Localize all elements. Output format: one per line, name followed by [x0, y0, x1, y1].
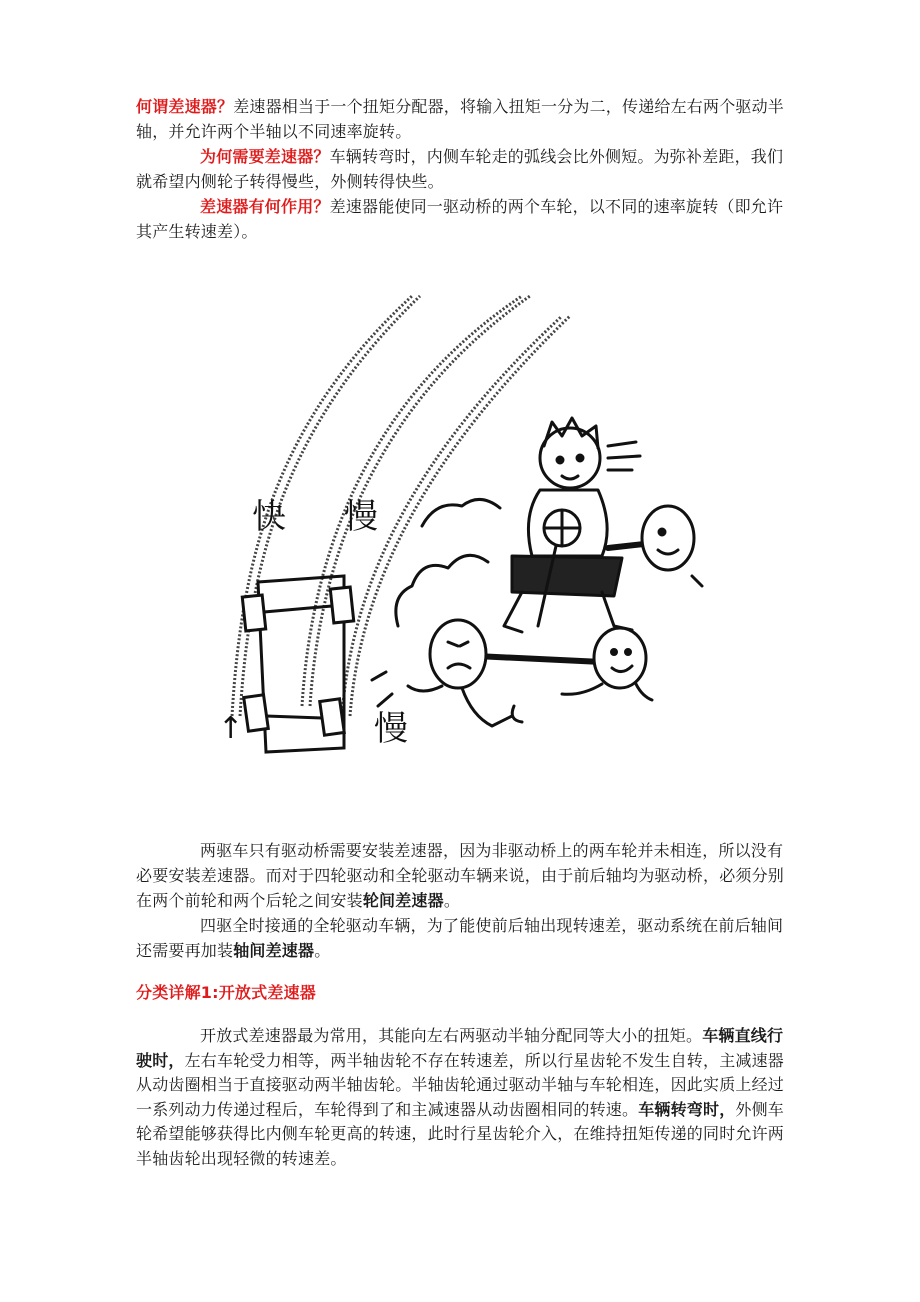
s5: 外侧车轮希望能够获得比内侧车轮更高的转速，此时行星齿轮介入，在维持扭矩传递的同时允许两半轴齿轮出现轻微的转速差。 [136, 1099, 785, 1168]
label-cut: ↑ [218, 711, 244, 746]
intro-q2 [136, 144, 788, 194]
differential-illustration [218, 296, 710, 762]
body-p2 [136, 913, 788, 963]
p1-b: 轮间差速器 [362, 891, 444, 910]
s2-bold: 车辆直线行驶时， [136, 1026, 784, 1070]
q3-label: 差速器有何作用？ [200, 197, 330, 216]
p1-c: 。 [443, 891, 461, 910]
intro-q3 [136, 194, 788, 244]
label-fast: 快 [252, 497, 286, 537]
p2-b: 轴间差速器 [233, 941, 315, 960]
p1-a: 两驱车只有驱动桥需要安装差速器，因为非驱动桥上的两车轮并未相连，所以没有必要安装差速器。而对于四轮驱动和全轮驱动车辆来说，由于前后轴均为驱动桥，必须分别在两个前轮和两个后轮之间安装 [136, 841, 785, 910]
section-body [136, 1024, 788, 1171]
q1-label: 何谓差速器？ [136, 97, 234, 116]
body-section [136, 838, 788, 963]
s1: 开放式差速器最为常用，其能向左右两驱动半轴分配同等大小的扭矩。 [200, 1026, 703, 1045]
q2-label: 为何需要差速器？ [200, 147, 330, 166]
label-slow-bottom: 慢 [374, 709, 408, 749]
q3-text: 差速器能使同一驱动桥的两个车轮，以不同的速率旋转（即允许其产生转速差）。 [136, 197, 784, 241]
q1-text: 差速器相当于一个扭矩分配器，将输入扭矩一分为二，传递给左右两个驱动半轴，并允许两个半轴以不同速率旋转。 [136, 97, 785, 141]
intro-section [136, 94, 788, 244]
intro-q1 [136, 94, 788, 144]
p2-a: 四驱全时接通的全轮驱动车辆，为了能使前后轴出现转速差，驱动系统在前后轴间还需要再加装 [136, 916, 784, 960]
q2-text: 车辆转弯时，内侧车轮走的弧线会比外侧短。为弥补差距，我们就希望内侧轮子转得慢些，外侧转得快些。 [136, 147, 784, 191]
label-slow-top: 慢 [344, 497, 378, 537]
section-heading: 分类详解1:开放式差速器 [136, 983, 316, 1002]
body-p1 [136, 838, 788, 913]
s4-bold: 车辆转弯时， [638, 1099, 736, 1119]
p2-c: 。 [314, 941, 331, 960]
section-paragraph [136, 1024, 788, 1171]
s3: 左右车轮受力相等，两半轴齿轮不存在转速差，所以行星齿轮不发生自转，主减速器从动齿圈相当于直接驱动两半轴齿轮。半轴齿轮通过驱动半轴与车轮相连，因此实质上经过一系列动力传递过程后，车轮得到了和主减速器从动齿圈相同的转速。 [136, 1050, 785, 1119]
section-heading-wrap [136, 980, 788, 1005]
